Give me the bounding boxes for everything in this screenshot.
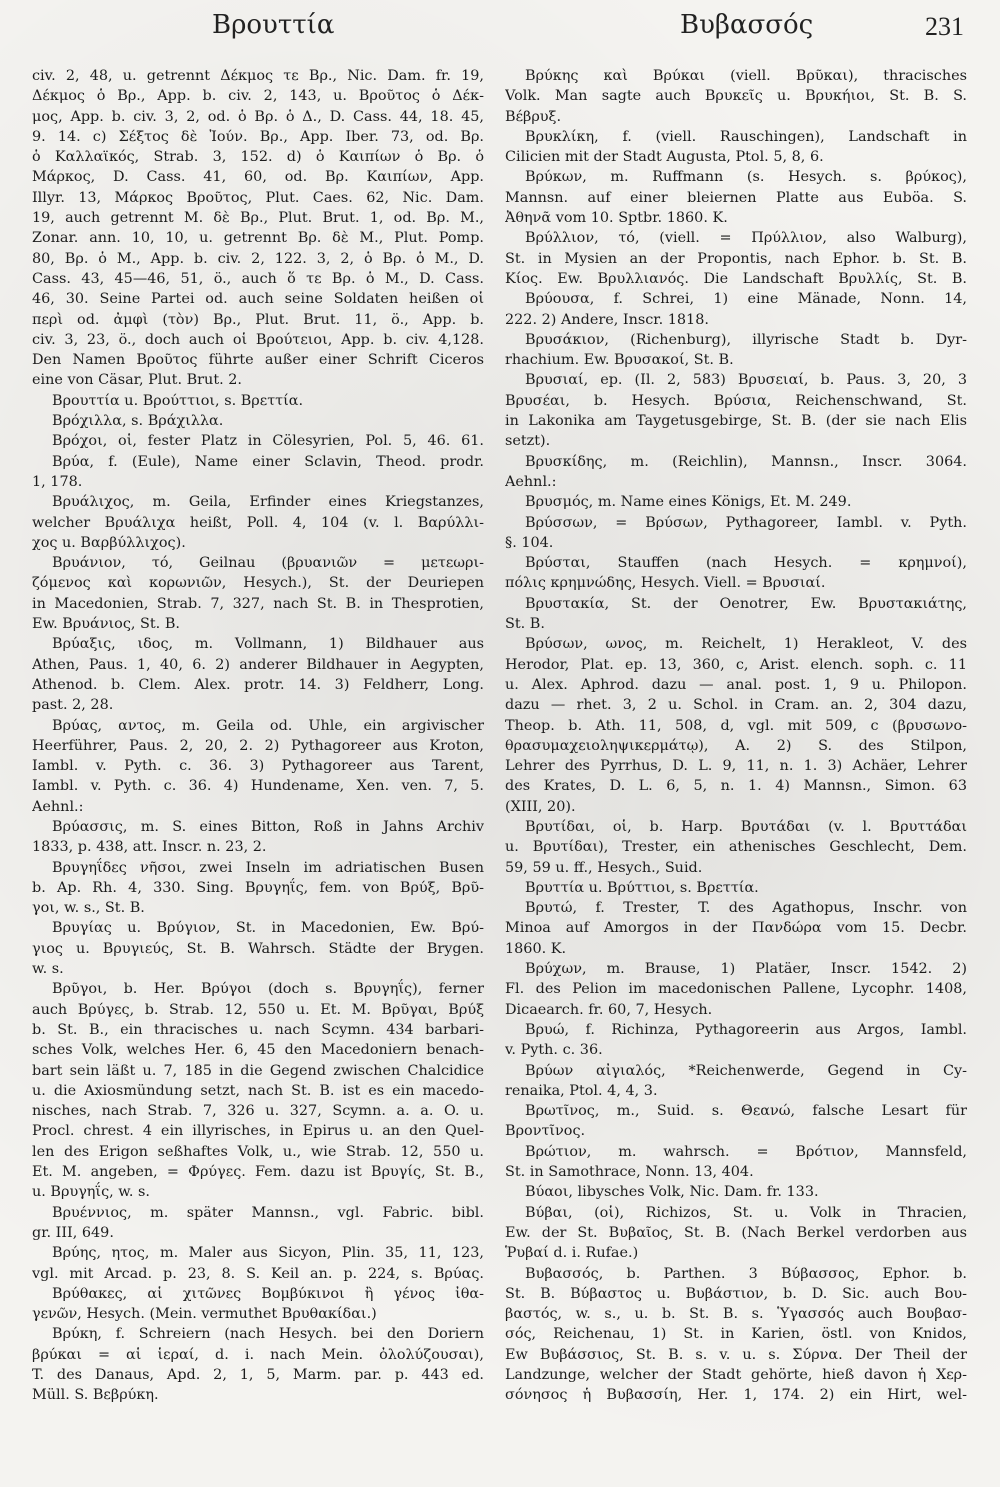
text-line: Cilicien mit der Stadt Augusta, Ptol. 5, 8, 6.: [505, 149, 824, 166]
text-line: Βρυάνιον, τό, Geilnau (βρυανιῶν = μετεωρι-: [52, 555, 484, 572]
text-line: Βρυττία u. Βρύττιοι, s. Βρεττία.: [525, 879, 759, 896]
text-line: Iambl. v. Pyth. c. 36. 3) Pythagoreer aus Tarent,: [32, 758, 484, 775]
text-line: βαστός, w. s., u. b. St. B. s. Ὑγασσός auch Βουβασ-: [505, 1306, 967, 1323]
text-line: civ. 3, 23, ö., doch auch οἱ Βρούτειοι, App. b. civ. 4,128.: [32, 331, 484, 348]
text-line: rhachium. Ew. Βρυσακοί, St. B.: [505, 352, 734, 369]
text-line: 222. 2) Andere, Inscr. 1818.: [505, 311, 709, 328]
text-line: Βέβρυξ.: [505, 108, 562, 125]
text-line: Δέκμος ὁ Βρ., App. b. civ. 2, 143, u. Βροῦτος ὁ Δέκ-: [32, 88, 484, 105]
text-line: Βρυγίας u. Βρύγιον, St. in Macedonien, Ew. Βρύ-: [52, 920, 484, 937]
text-line: Βρύης, ητος, m. Maler aus Sicyon, Plin. 35, 11, 123,: [52, 1245, 484, 1262]
text-line: σόνησος ἡ Βυβασσίη, Her. 1, 174. 2) ein Hirt, wel-: [505, 1387, 967, 1404]
text-line: Βρύων αἰγιαλός, *Reichenwerde, Gegend in Cy-: [525, 1062, 967, 1079]
text-line: Μάρκος, D. Cass. 41, 60, od. Βρ. Καιπίων, App.: [32, 169, 484, 186]
text-line: 46, 30. Seine Partei od. auch seine Soldaten heißen οἱ: [32, 291, 484, 308]
text-line: χος u. Βαρβύλλιχος).: [32, 534, 186, 551]
text-line: Ἀθηνᾶ vom 10. Sptbr. 1860. K.: [505, 210, 728, 227]
text-line: μος, App. b. civ. 3, 2, od. ὁ Βρ. ὁ Δ., D. Cass. 44, 18. 45,: [32, 108, 484, 125]
text-line: Βρύκης καὶ Βρύκαι (viell. Βρῦκαι), thracisches: [525, 68, 967, 84]
text-line: in Lakonika am Taygetusgebirge, St. B. (der sie nach Elis: [505, 413, 967, 430]
text-line: Ew Βυβάσσιος, St. B. s. v. u. s. Σύρνα. Der Theil der: [505, 1346, 967, 1363]
text-line: Athen, Paus. 1, 40, 6. 2) anderer Bildhauer in Aegypten,: [32, 656, 484, 673]
text-line: Βρόχιλλα, s. Βράχιλλα.: [52, 413, 224, 430]
text-line: Βρυσέαι, b. Hesych. Βρύσια, Reichenschwand, St.: [505, 392, 967, 409]
text-line: Lehrer des Pyrrhus, D. L. 9, 11, n. 1. 3) Achäer, Lehrer: [505, 758, 967, 775]
text-line: 1833, p. 438, att. Inscr. n. 23, 2.: [32, 839, 267, 856]
text-line: βρύκαι = αἱ ἱεραί, d. i. nach Mein. ὀλολύζουσαι),: [32, 1346, 484, 1363]
text-line: auch Βρύγες, b. Strab. 12, 550 u. Et. M. Βρῦγαι, Βρύξ: [32, 1001, 484, 1018]
text-line: Herodor, Plat. ep. 13, 360, c, Arist. elench. soph. c. 11: [505, 656, 967, 673]
text-line: Βρύθακες, αἱ χιτῶνες Βομβύκινοι ἢ γένος ἰθα-: [52, 1285, 484, 1302]
text-line: Et. M. angeben, = Φρύγες. Fem. dazu ist Βρυγίς, St. B.,: [32, 1164, 484, 1181]
left-guideword: Βρουττία: [212, 10, 335, 40]
text-line: b. St. B., ein thracisches u. nach Scymn. 434 barbari-: [32, 1021, 484, 1038]
text-line: Zonar. ann. 10, 10, u. getrennt Βρ. δὲ Μ., Plut. Pomp.: [32, 230, 484, 247]
text-line: θρασυμαχειοληψικερμάτῳ), A. 2) S. des Stilpon,: [505, 737, 967, 754]
text-line: Illyr. 13, Μάρκος Βροῦτος, Plut. Caes. 62, Nic. Dam.: [32, 189, 484, 206]
text-line: T. des Danaus, Apd. 2, 1, 5, Marm. par. p. 443 ed.: [32, 1367, 484, 1383]
text-line: Βύβαι, (οἱ), Richizos, St. u. Volk in Thracien,: [525, 1204, 967, 1221]
text-line: Theop. b. Ath. 11, 508, d, vgl. mit 509, c (βρυσωνο-: [505, 717, 967, 734]
text-line: 80, Βρ. ὁ Μ., App. b. civ. 2, 122. 3, 2, ὁ Βρ. ὁ Μ., D.: [32, 250, 484, 267]
text-line: setzt).: [505, 433, 551, 450]
text-line: Βρωτῖνος, m., Suid. s. Θεανώ, falsche Lesart für: [525, 1103, 967, 1120]
text-line: ὁ Καλλαϊκός, Strab. 3, 152. d) ὁ Καιπίων ὁ Βρ. ὁ: [32, 149, 484, 166]
text-line: Βρυάλιχος, m. Geila, Erfinder eines Kriegstanzes,: [52, 494, 484, 511]
text-line: Βρουττία u. Βρούττιοι, s. Βρεττία.: [52, 392, 304, 409]
text-line: πόλις κρημνώδης, Hesych. Viell. = Βρυσιαί.: [505, 575, 826, 592]
text-line: Aehnl.:: [32, 798, 84, 815]
text-line: dazu — rhet. 3, 2 u. Schol. in Cram. an. 2, 304 dazu,: [505, 697, 967, 714]
text-line: St. in Mysien an der Propontis, nach Ephor. b. St. B.: [505, 250, 967, 267]
text-line: σός, Reichenau, 1) St. in Karien, östl. von Knidos,: [505, 1326, 967, 1343]
text-line: Βρύκη, f. Schreiern (nach Hesych. bei den Doriern: [52, 1326, 484, 1343]
text-line: Βρυτίδαι, οἱ, b. Harp. Βρυτάδαι (v. l. Βρυττάδαι: [525, 818, 967, 835]
text-line: Landzunge, welcher der Stadt gehörte, hieß davon ἡ Χερ-: [505, 1367, 967, 1383]
text-line: renaika, Ptol. 4, 4, 3.: [505, 1082, 658, 1099]
text-line: Βρύχων, m. Brause, 1) Platäer, Inscr. 1542. 2): [525, 961, 967, 978]
text-line: (XIII, 20).: [505, 798, 576, 815]
text-line: Ew. Βρυάνιος, St. B.: [32, 616, 180, 633]
text-line: Βύαοι, libysches Volk, Nic. Dam. fr. 133.: [525, 1184, 819, 1201]
text-line: gr. III, 649.: [32, 1224, 114, 1241]
text-line: Müll. S. Βεβρύκη.: [32, 1387, 159, 1404]
text-line: 9. 14. c) Σέξτος δὲ Ἰούν. Βρ., App. Iber. 73, od. Βρ.: [32, 128, 484, 145]
left-column: [32, 66, 484, 1406]
text-line: welcher Βρυάλιχα heißt, Poll. 4, 104 (v. l. Βαρύλλι-: [32, 514, 484, 531]
text-line: γοι, w. s., St. B.: [32, 900, 145, 917]
text-line: Βρύασσις, m. S. eines Bitton, Roß in Jahns Archiv: [52, 818, 484, 835]
text-line: Dicaearch. fr. 60, 7, Hesych.: [505, 1001, 713, 1018]
text-line: Βρυκλίκη, f. (viell. Rauschingen), Landschaft in: [525, 128, 967, 145]
text-line: περὶ od. ἀμφὶ (τὸν) Βρ., Plut. Brut. 11, ö., App. b.: [32, 311, 484, 328]
text-line: Βρύας, αντος, m. Geila od. Uhle, ein argivischer: [52, 717, 484, 734]
text-line: Βρύσων, ωνος, m. Reichelt, 1) Herakleot, V. des: [525, 636, 967, 653]
text-line: Βρῦγοι, b. Her. Βρύγοι (doch s. Βρυγηΐς), ferner: [52, 981, 484, 998]
text-line: Ew. der St. Βυβαῖος, St. B. (Nach Berkel verdorben aus: [505, 1224, 967, 1241]
text-line: Athenod. b. Clem. Alex. protr. 14. 3) Feldherr, Long.: [32, 676, 484, 693]
text-line: St. B. Βύβαστος u. Βυβάστιον, b. D. Sic. auch Βου-: [505, 1285, 967, 1302]
text-line: Mannsn. auf einer bleiernen Platte aus Euböa. S.: [505, 189, 967, 206]
text-line: Βρύαξις, ιδος, m. Vollmann, 1) Bildhauer aus: [52, 636, 484, 653]
text-line: Fl. des Pelion im macedonischen Pallene, Lycophr. 1408,: [505, 981, 967, 998]
text-line: Βρυγηΐδες νῆσοι, zwei Inseln im adriatischen Busen: [52, 859, 484, 876]
text-line: 19, auch getrennt Μ. δὲ Βρ., Plut. Brut. 1, od. Βρ. Μ.,: [32, 210, 484, 227]
text-line: eine von Cäsar, Plut. Brut. 2.: [32, 372, 242, 389]
text-line: Βρύουσα, f. Schrei, 1) eine Mänade, Nonn. 14,: [525, 291, 967, 308]
text-line: Βρυσμός, m. Name eines Königs, Et. M. 249.: [525, 494, 852, 511]
text-line: Βυβασσός, b. Parthen. 3 Βύβασσος, Ephor. b.: [525, 1265, 967, 1282]
text-line: Heerführer, Paus. 2, 20, 2. 2) Pythagoreer aus Kroton,: [32, 737, 484, 754]
text-line: nisches, nach Strab. 7, 326 u. 327, Scymn. a. a. O. u.: [32, 1103, 484, 1120]
text-line: Βρύσται, Stauffen (nach Hesych. = κρημνοί),: [525, 555, 967, 572]
text-line: len des Erigon seßhaftes Volk, u., wie Strab. 12, 550 u.: [32, 1143, 484, 1160]
right-column: [505, 66, 967, 1406]
text-line: Βρυστακία, St. der Oenotrer, Ew. Βρυστακιάτης,: [525, 595, 967, 612]
text-line: Cass. 43, 45—46, 51, ö., auch ὅ τε Βρ. ὁ Μ., D. Cass.: [32, 270, 484, 287]
page-header: [0, 0, 1000, 48]
text-line: Βρυσκίδης, m. (Reichlin), Mannsn., Inscr. 3064.: [525, 453, 967, 470]
text-line: Βροντῖνος.: [505, 1123, 586, 1140]
text-line: Βρύκων, m. Ruffmann (s. Hesych. s. βρύκος),: [525, 169, 967, 186]
text-line: des Krates, D. L. 6, 5, n. 1. 4) Mannsn., Simon. 63: [505, 778, 967, 795]
text-line: w. s.: [32, 961, 64, 978]
text-line: past. 2, 28.: [32, 697, 114, 714]
right-guideword: Βυβασσός: [680, 10, 814, 40]
text-line: u. Alex. Aphrod. dazu — anal. post. 1, 9 u. Philopon.: [505, 676, 967, 693]
text-line: v. Pyth. c. 36.: [505, 1042, 603, 1059]
text-line: in Macedonien, Strab. 7, 327, nach St. B. in Thesprotien,: [32, 595, 484, 612]
text-line: 1, 178.: [32, 473, 83, 490]
text-line: Volk. Man sagte auch Βρυκεῖς u. Βρυκήιοι, St. B. S.: [505, 88, 967, 105]
text-line: Κίος. Ew. Βρυλλιανός. Die Landschaft Βρυλλίς, St. B.: [505, 270, 967, 287]
text-line: 59, 59 u. ff., Hesych., Suid.: [505, 859, 703, 876]
text-line: vgl. mit Arcad. p. 23, 8. S. Keil an. p. 224, s. Βρύας.: [32, 1265, 484, 1282]
text-line: Βρόχοι, οἱ, fester Platz in Cölesyrien, Pol. 5, 46. 61.: [52, 433, 484, 450]
text-line: §. 104.: [505, 534, 554, 551]
text-line: Aehnl.:: [505, 473, 557, 490]
text-line: Βρυέννιος, m. später Mannsn., vgl. Fabric. bibl.: [52, 1204, 484, 1221]
text-line: Βρυώ, f. Richinza, Pythagoreerin aus Argos, Iambl.: [525, 1021, 967, 1038]
text-line: Βρυσιαί, ep. (Il. 2, 583) Βρυσειαί, b. Paus. 3, 20, 3: [525, 372, 967, 389]
text-line: Ῥυβαί d. i. Rufae.): [505, 1245, 639, 1262]
text-line: Βρύα, f. (Eule), Name einer Sclavin, Theod. prodr.: [52, 453, 484, 470]
text-line: u. die Axiosmündung setzt, nach St. B. ist es ein macedo-: [32, 1082, 484, 1099]
text-line: u. Βρυγηΐς, w. s.: [32, 1184, 150, 1201]
text-line: u. Βρυτίδαι), Trester, ein athenisches Geschlecht, Dem.: [505, 839, 967, 856]
text-line: bart sein läßt u. 7, 185 in die Gegend zwischen Chalcidice: [32, 1062, 484, 1079]
text-line: ζόμενος καὶ κορωνιῶν, Hesych.), St. der Deuriepen: [32, 575, 484, 592]
text-line: St. B.: [505, 616, 545, 633]
text-line: civ. 2, 48, u. getrennt Δέκμος τε Βρ., Nic. Dam. fr. 19,: [32, 68, 484, 84]
text-line: St. in Samothrace, Nonn. 13, 404.: [505, 1164, 754, 1181]
page-number: 231: [925, 12, 964, 41]
text-line: γενῶν, Hesych. (Mein. vermuthet Βρυθακίδαι.): [32, 1306, 377, 1323]
text-line: Minoa auf Amorgos in der Πανδώρα vom 15. Decbr.: [505, 920, 967, 937]
text-line: sches Volk, welches Her. 6, 45 den Macedoniern benach-: [32, 1042, 484, 1059]
text-line: Βρύλλιον, τό, (viell. = Πρύλλιον, also Walburg),: [525, 230, 967, 247]
text-line: Βρυτώ, f. Trester, T. des Agathopus, Inschr. von: [525, 900, 967, 917]
text-line: Iambl. v. Pyth. c. 36. 4) Hundename, Xen. ven. 7, 5.: [32, 778, 484, 795]
text-line: γιος u. Βρυγιεύς, St. B. Wahrsch. Städte der Brygen.: [32, 940, 484, 957]
text-line: Βρύσσων, = Βρύσων, Pythagoreer, Iambl. v. Pyth.: [525, 514, 967, 531]
text-line: Den Namen Βροῦτος führte außer einer Schrift Ciceros: [32, 352, 484, 369]
text-line: Βρυσάκιον, (Richenburg), illyrische Stadt b. Dyr-: [525, 331, 967, 348]
text-line: b. Ap. Rh. 4, 330. Sing. Βρυγηΐς, fem. von Βρύξ, Βρῦ-: [32, 879, 484, 896]
text-line: Βρώτιον, m. wahrsch. = Βρότιον, Mannsfeld,: [525, 1143, 967, 1160]
text-line: Procl. chrest. 4 ein illyrisches, in Epirus u. an den Quel-: [32, 1123, 484, 1140]
text-line: 1860. K.: [505, 940, 567, 957]
